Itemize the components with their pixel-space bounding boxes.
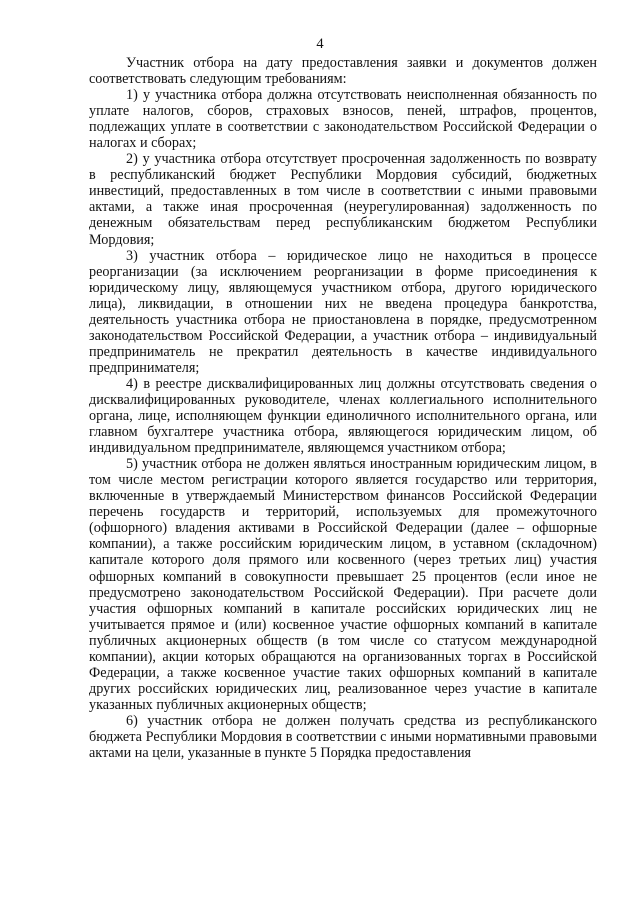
page-number: 4 xyxy=(316,36,324,52)
paragraph-item-5: 5) участник отбора не должен являться иностранным юридическим лицом, в том числе местом регистрации которого является государство или территория, включенные в утверждаемый Министерством финансов Российской Федерации перечень государств и территорий, используемых для промежуточного (офшорного) владения активами в Российской Федерации (далее – офшорные компании), а также российским юридическим лицом, в уставном (складочном) капитале которого доля прямого или косвенного (через третьих лиц) участия офшорных компаний в совокупности превышает 25 процентов (если иное не предусмотрено законодательством Российской Федерации). При расчете доли участия офшорных компаний в капитале российских юридических лиц не учитывается прямое и (или) косвенное участие офшорных компаний в капитале публичных акционерных обществ (в том числе со статусом международной компании), акции которых обращаются на организованных торгах в Российской Федерации, а также косвенное участие таких офшорных компаний в капитале других российских юридических лиц, реализованное через участие в капитале указанных публичных акционерных обществ; xyxy=(89,456,597,713)
paragraph-item-3: 3) участник отбора – юридическое лицо не находиться в процессе реорганизации (за исключением реорганизации в форме присоединения к юридическому лицу, являющемуся участником отбора, другого юридического лица), ликвидации, в отношении них не введена процедура банкротства, деятельность участника отбора не приостановлена в порядке, предусмотренном законодательством Российской Федерации, а участник отбора – индивидуальный предприниматель не прекратил деятельность в качестве индивидуального предпринимателя; xyxy=(89,247,597,376)
paragraph-item-6: 6) участник отбора не должен получать средства из республиканского бюджета Республики Мордовия в соответствии с иными нормативными правовыми актами на цели, указанные в пункте 5 Порядка предоставления xyxy=(89,712,597,762)
paragraph-item-2: 2) у участника отбора отсутствует просроченная задолженность по возврату в республиканский бюджет Республики Мордовия субсидий, бюджетных инвестиций, предоставленных в том числе в соответствии с иными правовыми актами, а также иная просроченная (неурегулированная) задолженность по денежным обязательствам перед республиканским бюджетом Республики Мордовия; xyxy=(89,151,597,248)
document-body xyxy=(89,55,597,761)
paragraph-item-1: 1) у участника отбора должна отсутствовать неисполненная обязанность по уплате налогов, сборов, страховых взносов, пеней, штрафов, процентов, подлежащих уплате в соответствии с законодательством Российской Федерации о налогах и сборах; xyxy=(89,87,597,152)
paragraph-item-4: 4) в реестре дисквалифицированных лиц должны отсутствовать сведения о дисквалифицированных руководителе, членах коллегиального исполнительного органа, лице, исполняющем функции единоличного исполнительного органа, или главном бухгалтере участника отбора, являющегося юридическим лицом, об индивидуальном предпринимателе, являющемся участником отбора; xyxy=(89,375,597,457)
paragraph-intro: Участник отбора на дату предоставления заявки и документов должен соответствовать следующим требованиям: xyxy=(89,55,597,88)
